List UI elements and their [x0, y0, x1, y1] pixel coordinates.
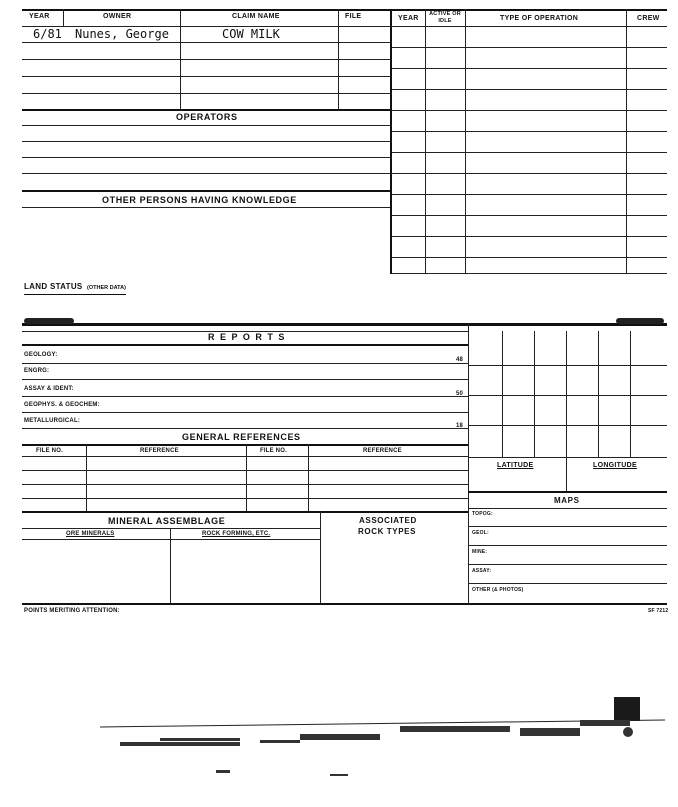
- operators-heading: OPERATORS: [176, 112, 238, 122]
- gr-header-file-no-2: FILE NO.: [260, 448, 287, 454]
- row1-owner: Nunes, George: [75, 27, 169, 41]
- header-file: FILE: [345, 13, 362, 20]
- report-label: METALLURGICAL:: [24, 418, 81, 424]
- rock-types-label: ROCK TYPES: [358, 527, 417, 536]
- rock-forming-label: ROCK FORMING, ETC.: [202, 531, 271, 537]
- report-label: GEOPHYS. & GEOCHEM:: [24, 402, 100, 408]
- gr-header-file-no-1: FILE NO.: [36, 448, 63, 454]
- map-item-label: OTHER (& PHOTOS): [472, 587, 524, 593]
- ore-minerals-label: ORE MINERALS: [66, 531, 115, 537]
- scan-noise: [0, 690, 678, 790]
- map-item-label: MINE:: [472, 549, 488, 555]
- left-smudge: [24, 318, 74, 324]
- mineral-assemblage-heading: MINERAL ASSEMBLAGE: [108, 516, 226, 526]
- map-item-label: ASSAY:: [472, 568, 492, 574]
- reports-heading: R E P O R T S: [208, 332, 286, 342]
- form-number: SF 7212: [648, 608, 669, 614]
- header-year: YEAR: [29, 13, 50, 20]
- points-meriting-label: POINTS MERITING ATTENTION:: [24, 608, 120, 614]
- row1-year: 6/81: [33, 27, 62, 41]
- gr-header-reference-1: REFERENCE: [140, 448, 179, 454]
- right-smudge: [616, 318, 664, 324]
- header-claim-name: CLAIM NAME: [232, 13, 280, 20]
- gr-header-reference-2: REFERENCE: [363, 448, 402, 454]
- header-type-of-operation: TYPE OF OPERATION: [500, 15, 579, 22]
- general-references-heading: GENERAL REFERENCES: [182, 432, 301, 442]
- row1-claim-name: COW MILK: [222, 27, 280, 41]
- land-status-sub: (OTHER DATA): [87, 285, 126, 291]
- center-divider: [390, 9, 392, 274]
- map-item-label: GEOL:: [472, 530, 489, 536]
- report-label: GEOLOGY:: [24, 352, 58, 358]
- report-value: 48: [456, 357, 464, 363]
- middle-top-border: [22, 323, 667, 326]
- header-crew: CREW: [637, 15, 660, 22]
- report-label: ENGRG:: [24, 368, 50, 374]
- land-status-main: LAND STATUS: [24, 282, 83, 291]
- report-value: 18: [456, 423, 464, 429]
- longitude-label: LONGITUDE: [593, 462, 637, 469]
- map-item-label: TOPOG:: [472, 511, 493, 517]
- dark-block: [614, 697, 640, 721]
- header-owner: OWNER: [103, 13, 132, 20]
- land-status-label: [24, 276, 126, 295]
- other-persons-heading: OTHER PERSONS HAVING KNOWLEDGE: [102, 195, 297, 205]
- report-value: 50: [456, 391, 464, 397]
- header-act-year: YEAR: [398, 15, 419, 22]
- latitude-label: LATITUDE: [497, 462, 534, 469]
- maps-heading: MAPS: [554, 496, 580, 505]
- header-active-idle: ACTIVE OR IDLE: [429, 11, 461, 24]
- associated-label: ASSOCIATED: [359, 516, 417, 525]
- report-label: ASSAY & IDENT:: [24, 386, 74, 392]
